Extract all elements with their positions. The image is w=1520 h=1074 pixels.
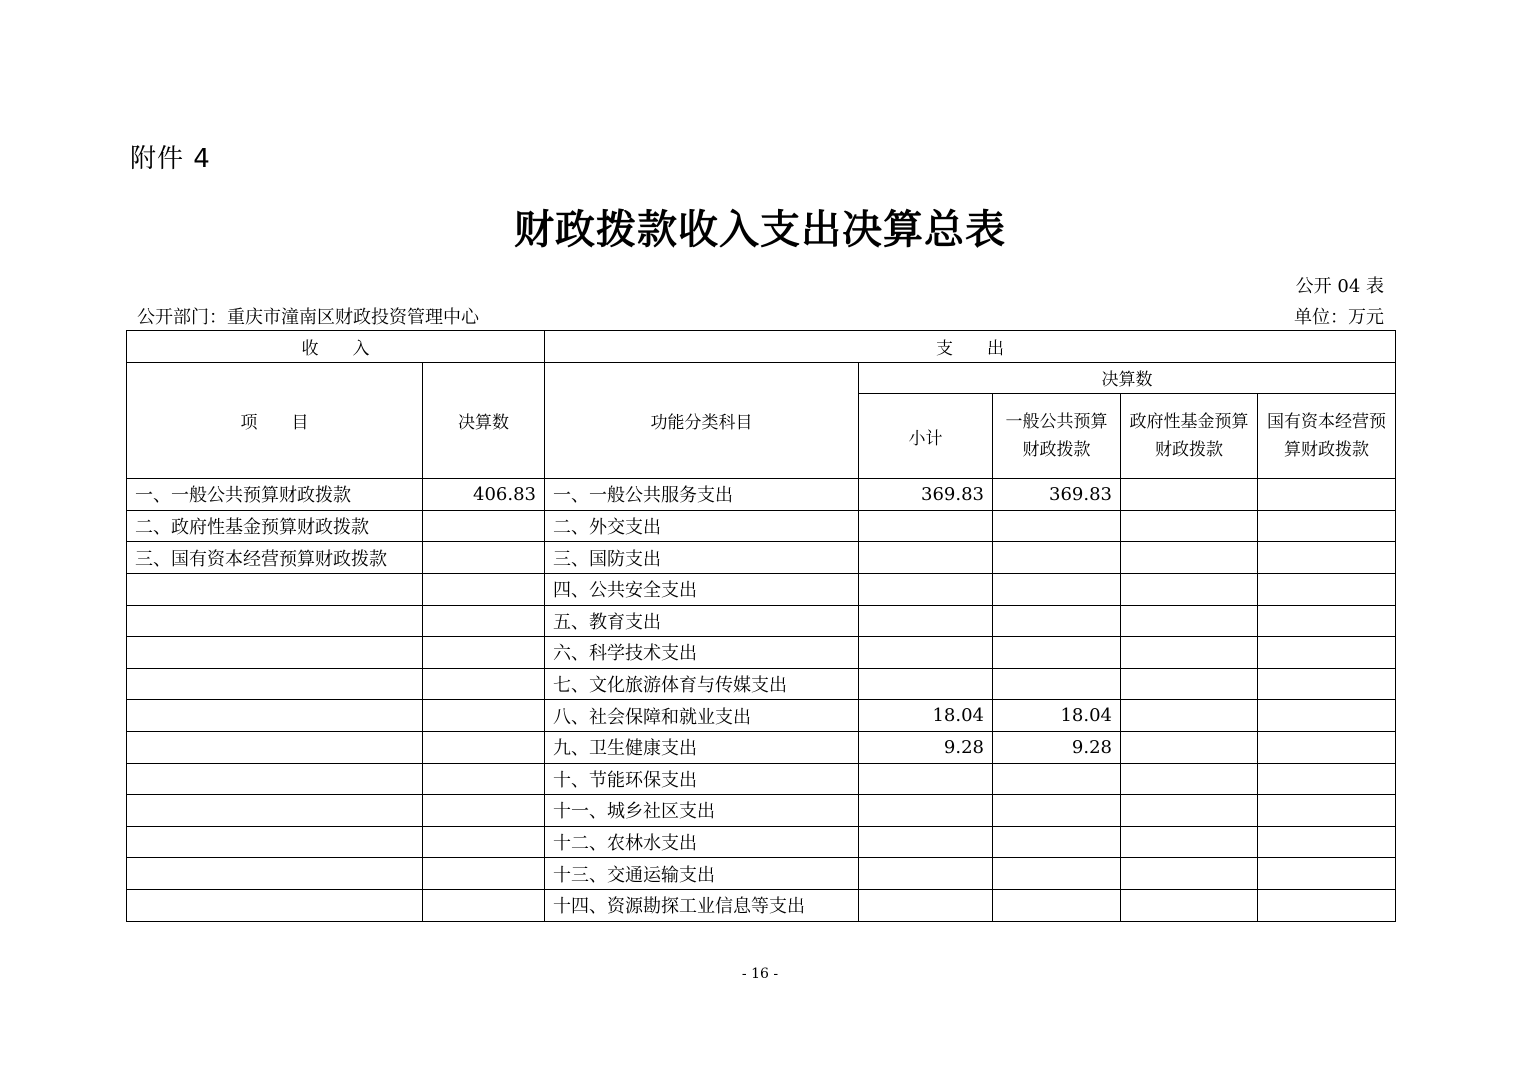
- subtotal-cell: [859, 637, 993, 669]
- general-budget-cell: [993, 605, 1121, 637]
- expense-item-cell: 一、一般公共服务支出: [545, 479, 859, 511]
- gov-fund-cell: [1121, 763, 1258, 795]
- state-capital-cell: [1258, 668, 1396, 700]
- gov-fund-cell: [1121, 700, 1258, 732]
- table-row: [127, 826, 1396, 858]
- income-item-cell: [127, 889, 423, 921]
- state-capital-cell: [1258, 858, 1396, 890]
- subtotal-cell: [859, 510, 993, 542]
- income-item-cell: [127, 605, 423, 637]
- gov-fund-cell: [1121, 731, 1258, 763]
- general-budget-cell: 369.83: [993, 479, 1121, 511]
- table-row: [127, 510, 1396, 542]
- final-amount-header: 决算数: [859, 362, 1396, 394]
- income-header: 收 入: [127, 331, 545, 363]
- general-budget-cell: [993, 510, 1121, 542]
- state-capital-header: 国有资本经营预算财政拨款: [1258, 394, 1396, 479]
- attachment-label: 附件 4: [130, 144, 211, 174]
- income-amount-cell: [423, 637, 545, 669]
- subtotal-cell: [859, 889, 993, 921]
- state-capital-cell: [1258, 510, 1396, 542]
- table-row: [127, 700, 1396, 732]
- expense-item-cell: 六、科学技术支出: [545, 637, 859, 669]
- state-capital-cell: [1258, 700, 1396, 732]
- income-amount-cell: [423, 731, 545, 763]
- function-category-header: 功能分类科目: [545, 362, 859, 479]
- budget-table: [126, 330, 1396, 922]
- subtotal-cell: 18.04: [859, 700, 993, 732]
- income-item-cell: [127, 573, 423, 605]
- table-row: [127, 573, 1396, 605]
- gov-fund-cell: [1121, 510, 1258, 542]
- gov-fund-cell: [1121, 637, 1258, 669]
- expense-item-cell: 五、教育支出: [545, 605, 859, 637]
- income-amount-cell: [423, 573, 545, 605]
- state-capital-cell: [1258, 542, 1396, 574]
- income-amount-cell: [423, 605, 545, 637]
- income-item-cell: [127, 795, 423, 827]
- table-number: 公开 04 表: [1295, 276, 1384, 297]
- income-amount-cell: [423, 510, 545, 542]
- table-body: [127, 479, 1396, 921]
- income-amount-cell: [423, 889, 545, 921]
- gov-fund-cell: [1121, 573, 1258, 605]
- general-budget-cell: [993, 542, 1121, 574]
- gov-fund-cell: [1121, 479, 1258, 511]
- item-header: 项 目: [127, 362, 423, 479]
- table-row: [127, 731, 1396, 763]
- table-row: [127, 542, 1396, 574]
- state-capital-cell: [1258, 605, 1396, 637]
- expense-item-cell: 三、国防支出: [545, 542, 859, 574]
- income-item-cell: 一、一般公共预算财政拨款: [127, 479, 423, 511]
- expense-item-cell: 四、公共安全支出: [545, 573, 859, 605]
- income-item-cell: [127, 668, 423, 700]
- gov-fund-cell: [1121, 795, 1258, 827]
- table-row: [127, 889, 1396, 921]
- subtotal-cell: 369.83: [859, 479, 993, 511]
- general-budget-cell: [993, 763, 1121, 795]
- subtotal-cell: 9.28: [859, 731, 993, 763]
- unit-label: 单位：万元: [1294, 307, 1384, 328]
- subtotal-cell: [859, 763, 993, 795]
- income-amount-cell: [423, 763, 545, 795]
- expense-item-cell: 二、外交支出: [545, 510, 859, 542]
- income-item-cell: 三、国有资本经营预算财政拨款: [127, 542, 423, 574]
- income-item-cell: [127, 637, 423, 669]
- state-capital-cell: [1258, 889, 1396, 921]
- expense-item-cell: 十、节能环保支出: [545, 763, 859, 795]
- general-budget-cell: [993, 889, 1121, 921]
- subtotal-cell: [859, 795, 993, 827]
- gov-fund-cell: [1121, 826, 1258, 858]
- subtotal-cell: [859, 668, 993, 700]
- income-item-cell: [127, 700, 423, 732]
- general-budget-cell: [993, 668, 1121, 700]
- general-budget-cell: 9.28: [993, 731, 1121, 763]
- state-capital-cell: [1258, 637, 1396, 669]
- income-item-cell: [127, 731, 423, 763]
- income-amount-cell: [423, 795, 545, 827]
- table-row: [127, 795, 1396, 827]
- income-amount-header: 决算数: [423, 362, 545, 479]
- subtotal-cell: [859, 542, 993, 574]
- income-amount-cell: [423, 542, 545, 574]
- table-row: [127, 637, 1396, 669]
- gov-fund-cell: [1121, 858, 1258, 890]
- expense-item-cell: 十二、农林水支出: [545, 826, 859, 858]
- income-amount-cell: [423, 668, 545, 700]
- department-label: 公开部门：重庆市潼南区财政投资管理中心: [137, 307, 479, 328]
- expense-item-cell: 十一、城乡社区支出: [545, 795, 859, 827]
- general-budget-header: 一般公共预算财政拨款: [993, 394, 1121, 479]
- expense-item-cell: 九、卫生健康支出: [545, 731, 859, 763]
- state-capital-cell: [1258, 731, 1396, 763]
- income-amount-cell: [423, 826, 545, 858]
- general-budget-cell: 18.04: [993, 700, 1121, 732]
- income-amount-cell: 406.83: [423, 479, 545, 511]
- state-capital-cell: [1258, 479, 1396, 511]
- expense-item-cell: 七、文化旅游体育与传媒支出: [545, 668, 859, 700]
- expense-header: 支 出: [545, 331, 1396, 363]
- subtotal-cell: [859, 605, 993, 637]
- expense-item-cell: 十四、资源勘探工业信息等支出: [545, 889, 859, 921]
- gov-fund-cell: [1121, 889, 1258, 921]
- table-row: [127, 479, 1396, 511]
- subtotal-header: 小计: [859, 394, 993, 479]
- gov-fund-cell: [1121, 542, 1258, 574]
- expense-item-cell: 十三、交通运输支出: [545, 858, 859, 890]
- general-budget-cell: [993, 637, 1121, 669]
- subtotal-cell: [859, 826, 993, 858]
- income-amount-cell: [423, 858, 545, 890]
- table-row: [127, 605, 1396, 637]
- state-capital-cell: [1258, 826, 1396, 858]
- table-row: [127, 763, 1396, 795]
- page-number: - 16 -: [741, 966, 779, 982]
- table-row: [127, 668, 1396, 700]
- state-capital-cell: [1258, 573, 1396, 605]
- table-row: [127, 858, 1396, 890]
- income-item-cell: [127, 826, 423, 858]
- general-budget-cell: [993, 826, 1121, 858]
- state-capital-cell: [1258, 795, 1396, 827]
- subtotal-cell: [859, 573, 993, 605]
- general-budget-cell: [993, 795, 1121, 827]
- gov-fund-header: 政府性基金预算财政拨款: [1121, 394, 1258, 479]
- subtotal-cell: [859, 858, 993, 890]
- general-budget-cell: [993, 573, 1121, 605]
- income-amount-cell: [423, 700, 545, 732]
- income-item-cell: [127, 858, 423, 890]
- income-item-cell: 二、政府性基金预算财政拨款: [127, 510, 423, 542]
- income-item-cell: [127, 763, 423, 795]
- page-title: 财政拨款收入支出决算总表: [514, 206, 1006, 253]
- gov-fund-cell: [1121, 605, 1258, 637]
- expense-item-cell: 八、社会保障和就业支出: [545, 700, 859, 732]
- state-capital-cell: [1258, 763, 1396, 795]
- gov-fund-cell: [1121, 668, 1258, 700]
- general-budget-cell: [993, 858, 1121, 890]
